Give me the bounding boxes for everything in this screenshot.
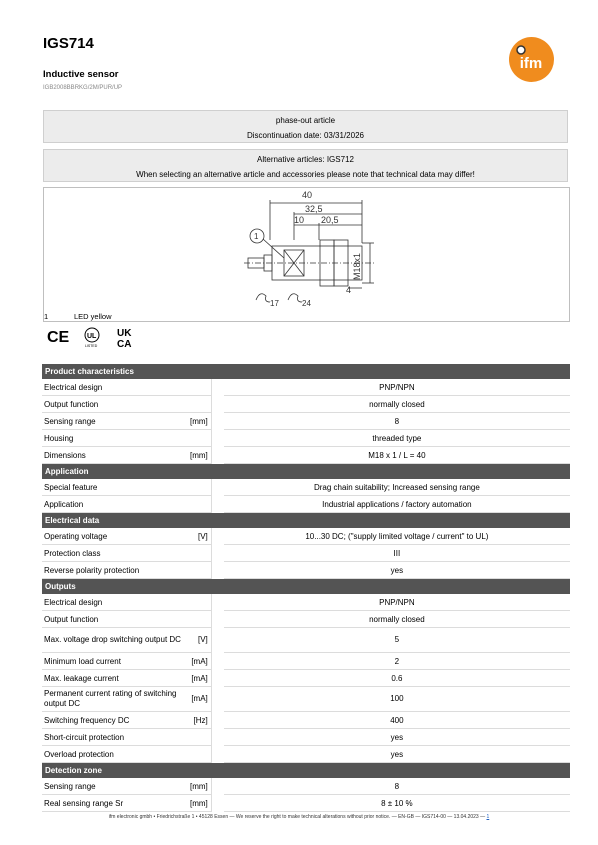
- spec-gap: [211, 496, 224, 513]
- page-footer: [0, 814, 598, 820]
- spec-unit: [188, 594, 211, 611]
- spec-value: 5: [224, 628, 570, 653]
- spec-value: 8: [224, 778, 570, 795]
- spec-row: [42, 396, 570, 413]
- spec-row: [42, 611, 570, 628]
- spec-unit: [188, 729, 211, 746]
- spec-row: [42, 479, 570, 496]
- spec-value: normally closed: [224, 611, 570, 628]
- spec-row: [42, 496, 570, 513]
- spec-unit: [Hz]: [188, 712, 211, 729]
- spec-unit: [188, 545, 211, 562]
- svg-text:UK: UK: [117, 328, 132, 339]
- spec-label: Operating voltage: [42, 528, 188, 545]
- spec-gap: [211, 712, 224, 729]
- section-header: [42, 364, 570, 380]
- spec-unit: [mm]: [188, 413, 211, 430]
- dim-wrench-17: 17: [270, 299, 279, 308]
- spec-row: [42, 729, 570, 746]
- footer-text: ifm electronic gmbh • Friedrichstraße 1 • 45128 Essen — We reserve the right to make technical alterations without prior notice. — EN-GB — IGS714-00 — 13.04.2023 —: [108, 814, 486, 820]
- spec-value: Drag chain suitability; Increased sensing range: [224, 479, 570, 496]
- spec-label: Electrical design: [42, 379, 188, 396]
- spec-unit: [mA]: [188, 670, 211, 687]
- alternative-notice: [43, 149, 568, 182]
- section-title: Detection zone: [42, 763, 570, 779]
- spec-unit: [188, 479, 211, 496]
- section-header: [42, 763, 570, 779]
- spec-value: yes: [224, 746, 570, 763]
- spec-label: Reverse polarity protection: [42, 562, 188, 579]
- spec-value: 0.6: [224, 670, 570, 687]
- spec-gap: [211, 611, 224, 628]
- spec-unit: [188, 562, 211, 579]
- spec-gap: [211, 528, 224, 545]
- alternative-text: Alternative articles: IGS712: [257, 155, 354, 164]
- spec-row: [42, 746, 570, 763]
- spec-row: [42, 594, 570, 611]
- section-header: [42, 579, 570, 595]
- spec-row: [42, 447, 570, 464]
- spec-label: Output function: [42, 396, 188, 413]
- spec-unit: [mm]: [188, 795, 211, 812]
- alternative-note: When selecting an alternative article and accessories please note that technical data may differ!: [136, 170, 475, 179]
- phase-out-text: phase-out article: [275, 116, 336, 125]
- spec-label: Dimensions: [42, 447, 188, 464]
- dim-thread: M18x1: [352, 252, 362, 280]
- svg-text:CA: CA: [117, 339, 132, 349]
- section-title: Electrical data: [42, 513, 570, 529]
- dim-32-5: 32,5: [305, 204, 323, 214]
- spec-row: [42, 413, 570, 430]
- spec-label: Real sensing range Sr: [42, 795, 188, 812]
- spec-value: 2: [224, 653, 570, 670]
- discontinuation-text: Discontinuation date: 03/31/2026: [247, 131, 364, 140]
- svg-text:LISTED: LISTED: [85, 344, 98, 348]
- spec-unit: [188, 379, 211, 396]
- spec-gap: [211, 430, 224, 447]
- spec-row: [42, 778, 570, 795]
- spec-unit: [188, 746, 211, 763]
- section-header: [42, 464, 570, 480]
- spec-label: Sensing range: [42, 778, 188, 795]
- footer-link[interactable]: 1: [486, 814, 490, 820]
- spec-value: threaded type: [224, 430, 570, 447]
- spec-gap: [211, 379, 224, 396]
- spec-unit: [mm]: [188, 778, 211, 795]
- product-subtitle: Inductive sensor: [43, 69, 119, 80]
- spec-gap: [211, 670, 224, 687]
- spec-row: [42, 670, 570, 687]
- legend-label: LED yellow: [74, 312, 112, 321]
- spec-unit: [188, 396, 211, 413]
- spec-unit: [mA]: [188, 653, 211, 670]
- spec-label: Protection class: [42, 545, 188, 562]
- spec-gap: [211, 729, 224, 746]
- logo-text: ifm: [519, 55, 543, 72]
- dimension-drawing: [43, 187, 570, 322]
- section-header: [42, 513, 570, 529]
- spec-gap: [211, 687, 224, 712]
- spec-row: [42, 687, 570, 712]
- spec-gap: [211, 653, 224, 670]
- spec-value: 8 ± 10 %: [224, 795, 570, 812]
- spec-gap: [211, 447, 224, 464]
- specification-table: [42, 363, 570, 812]
- spec-value: normally closed: [224, 396, 570, 413]
- spec-label: Output function: [42, 611, 188, 628]
- dim-10: 10: [294, 215, 305, 225]
- spec-unit: [188, 496, 211, 513]
- spec-value: 10...30 DC; ("supply limited voltage / current" to UL): [224, 528, 570, 545]
- spec-gap: [211, 413, 224, 430]
- dim-20-5: 20,5: [321, 215, 339, 225]
- spec-row: [42, 379, 570, 396]
- article-code: IGB2008BBRKG/2M/PUR/UP: [43, 85, 123, 91]
- spec-value: PNP/NPN: [224, 379, 570, 396]
- spec-gap: [211, 778, 224, 795]
- spec-label: Housing: [42, 430, 188, 447]
- spec-value: yes: [224, 562, 570, 579]
- spec-value: III: [224, 545, 570, 562]
- dim-wrench-24: 24: [302, 299, 311, 308]
- svg-text:UL: UL: [87, 333, 97, 340]
- spec-label: Overload protection: [42, 746, 188, 763]
- spec-label: Permanent current rating of switching output DC: [42, 687, 188, 712]
- spec-gap: [211, 628, 224, 653]
- dim-40: 40: [302, 190, 313, 200]
- spec-row: [42, 795, 570, 812]
- spec-gap: [211, 795, 224, 812]
- spec-unit: [188, 611, 211, 628]
- spec-row: [42, 430, 570, 447]
- ce-mark: CE: [47, 329, 70, 346]
- spec-value: PNP/NPN: [224, 594, 570, 611]
- spec-gap: [211, 545, 224, 562]
- spec-row: [42, 653, 570, 670]
- spec-unit: [mm]: [188, 447, 211, 464]
- spec-label: Max. voltage drop switching output DC: [42, 628, 188, 653]
- spec-label: Application: [42, 496, 188, 513]
- spec-gap: [211, 594, 224, 611]
- spec-label: Electrical design: [42, 594, 188, 611]
- dim-4: 4: [346, 285, 352, 295]
- section-title: Product characteristics: [42, 364, 570, 380]
- spec-row: [42, 628, 570, 653]
- callout-1: 1: [254, 232, 259, 241]
- spec-unit: [V]: [188, 628, 211, 653]
- spec-gap: [211, 562, 224, 579]
- drawing-legend: [44, 312, 112, 321]
- spec-unit: [mA]: [188, 687, 211, 712]
- spec-gap: [211, 746, 224, 763]
- spec-unit: [V]: [188, 528, 211, 545]
- ul-mark: [85, 328, 99, 348]
- ukca-mark: [117, 328, 132, 349]
- phase-out-notice: [43, 110, 568, 143]
- spec-label: Max. leakage current: [42, 670, 188, 687]
- spec-value: M18 x 1 / L = 40: [224, 447, 570, 464]
- spec-label: Short-circuit protection: [42, 729, 188, 746]
- certification-marks: [47, 325, 147, 354]
- spec-unit: [188, 430, 211, 447]
- spec-gap: [211, 479, 224, 496]
- section-title: Application: [42, 464, 570, 480]
- spec-value: 8: [224, 413, 570, 430]
- legend-number: 1: [44, 312, 49, 321]
- spec-label: Minimum load current: [42, 653, 188, 670]
- spec-value: 100: [224, 687, 570, 712]
- spec-label: Sensing range: [42, 413, 188, 430]
- spec-label: Switching frequency DC: [42, 712, 188, 729]
- section-title: Outputs: [42, 579, 570, 595]
- spec-value: 400: [224, 712, 570, 729]
- spec-gap: [211, 396, 224, 413]
- spec-value: Industrial applications / factory automation: [224, 496, 570, 513]
- spec-row: [42, 562, 570, 579]
- spec-label: Special feature: [42, 479, 188, 496]
- ifm-logo: [509, 37, 554, 82]
- spec-row: [42, 528, 570, 545]
- spec-row: [42, 712, 570, 729]
- product-title: IGS714: [43, 35, 94, 52]
- spec-value: yes: [224, 729, 570, 746]
- spec-row: [42, 545, 570, 562]
